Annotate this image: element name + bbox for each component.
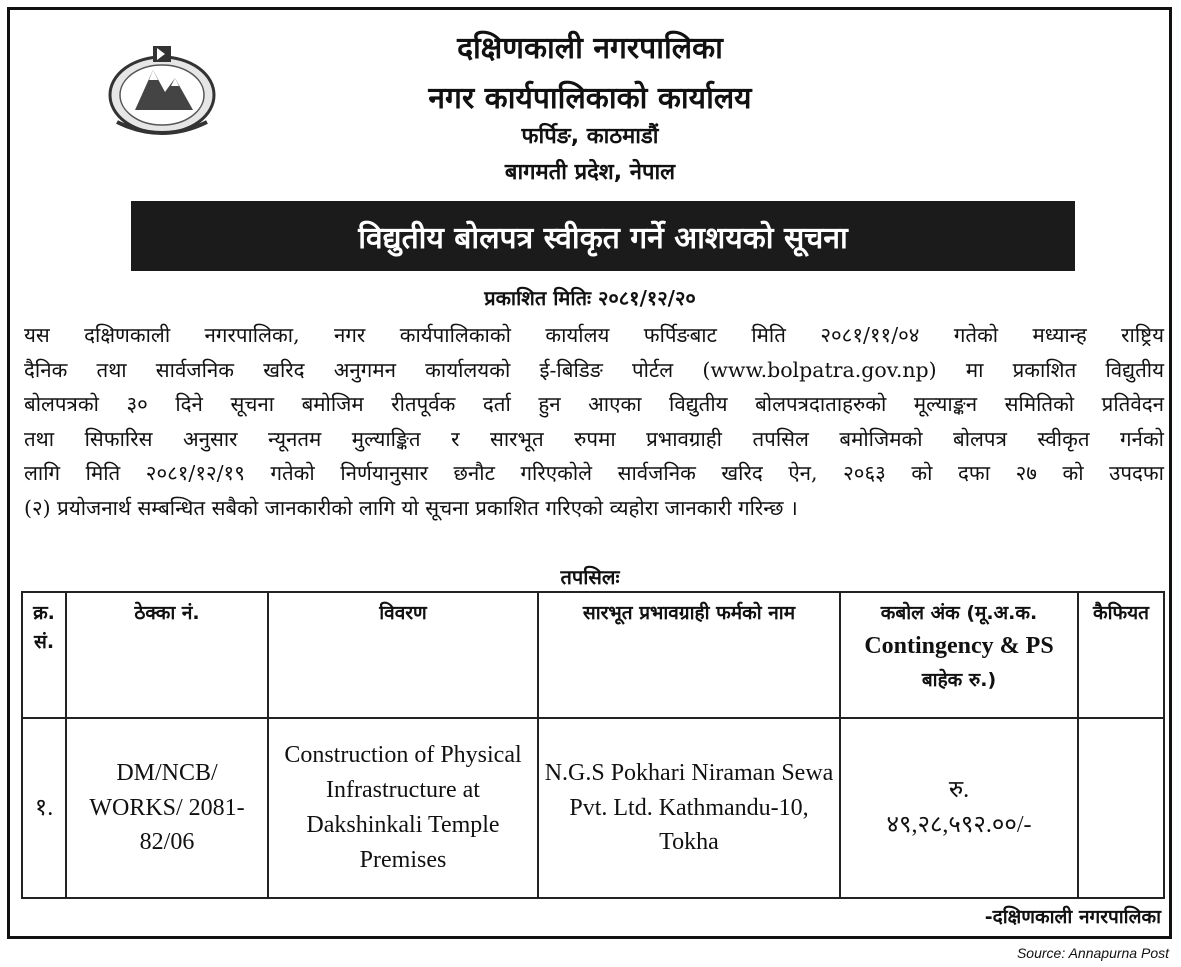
notice-title-banner — [131, 201, 1075, 271]
table-header-row — [22, 592, 1164, 718]
cell-description: Construction of Physical Infrastructure at Dakshinkali Temple Premises — [268, 718, 538, 898]
header-amount — [840, 592, 1078, 718]
office-province: बागमती प्रदेश, नेपाल — [504, 160, 676, 185]
body-line: तथा सिफारिस अनुसार न्यूनतम मुल्याङ्कित र सारभूत रुपमा प्रभावग्राही तपसिल बमोजिमको बोलपत्र स्वीकृत गर्नको — [24, 426, 1164, 451]
body-line: (२) प्रयोजनार्थ सम्बन्धित सबैको जानकारीको लागि यो सूचना प्रकाशित गरिएको व्यहोरा जानकारी गरिन्छ । — [24, 495, 798, 520]
header-firm: सारभूत प्रभावग्राही फर्मको नाम — [538, 592, 840, 718]
body-line: बोलपत्रको ३० दिने सूचना बमोजिम रीतपूर्वक दर्ता हुन आएका विद्युतीय बोलपत्रदाताहरुको मूल्याङ्कन समितिको प्रतिवेदन — [24, 392, 1164, 416]
notice-body — [24, 318, 1164, 525]
cell-amount-currency: रु. — [948, 777, 970, 804]
office-name: नगर कार्यपालिकाको कार्यालय — [428, 81, 752, 116]
signature: -दक्षिणकाली नगरपालिका — [984, 906, 1161, 928]
schedule-label: तपसिलः — [560, 565, 620, 589]
municipality-name: दक्षिणकाली नगरपालिका — [457, 31, 723, 66]
nepal-government-emblem-icon — [105, 40, 220, 140]
notice-title: विद्युतीय बोलपत्र स्वीकृत गर्ने आशयको सूचना — [358, 220, 848, 256]
cell-remarks — [1078, 718, 1164, 898]
header-amount-line1: कबोल अंक (मू.अ.क. — [880, 602, 1038, 624]
header-amount-line2: Contingency & PS — [864, 633, 1054, 660]
published-date: प्रकाशित मितिः २०८१/१२/२० — [484, 286, 696, 310]
office-location: फर्पिङ, काठमाडौं — [521, 124, 659, 149]
cell-firm: N.G.S Pokhari Niraman Sewa Pvt. Ltd. Kathmandu-10, Tokha — [538, 718, 840, 898]
cell-amount-value: ४९,२८,५९२.००/- — [886, 812, 1032, 838]
header-amount-line3: बाहेक रु.) — [921, 668, 997, 691]
cell-amount — [840, 718, 1078, 898]
source-credit: Source: Annapurna Post — [1016, 945, 1169, 961]
cell-contract-no: DM/NCB/ WORKS/ 2081-82/06 — [66, 718, 268, 898]
cell-sn: १. — [22, 718, 66, 898]
body-line: लागि मिति २०८१/१२/१९ गतेको निर्णयानुसार छनौट गरिएकोले सार्वजनिक खरिद ऐन, २०६३ को दफा २७ को उपदफा — [24, 461, 1164, 485]
body-line: दैनिक तथा सार्वजनिक खरिद अनुगमन कार्यालयको ई-बिडिङ पोर्टल (www.bolpatra.gov.np) मा प्रकाशित विद्युतीय — [24, 357, 1164, 382]
header-contract-no: ठेक्का नं. — [66, 592, 268, 718]
award-table — [21, 591, 1165, 899]
header-sn: क्र. सं. — [22, 592, 66, 718]
table-row — [22, 718, 1164, 898]
body-line: यस दक्षिणकाली नगरपालिका, नगर कार्यपालिकाको कार्यालय फर्पिङबाट मिति २०८१/११/०४ गतेको मध्यान्ह राष्ट्रिय — [24, 323, 1164, 347]
header-description: विवरण — [268, 592, 538, 718]
header-remarks: कैफियत — [1078, 592, 1164, 718]
